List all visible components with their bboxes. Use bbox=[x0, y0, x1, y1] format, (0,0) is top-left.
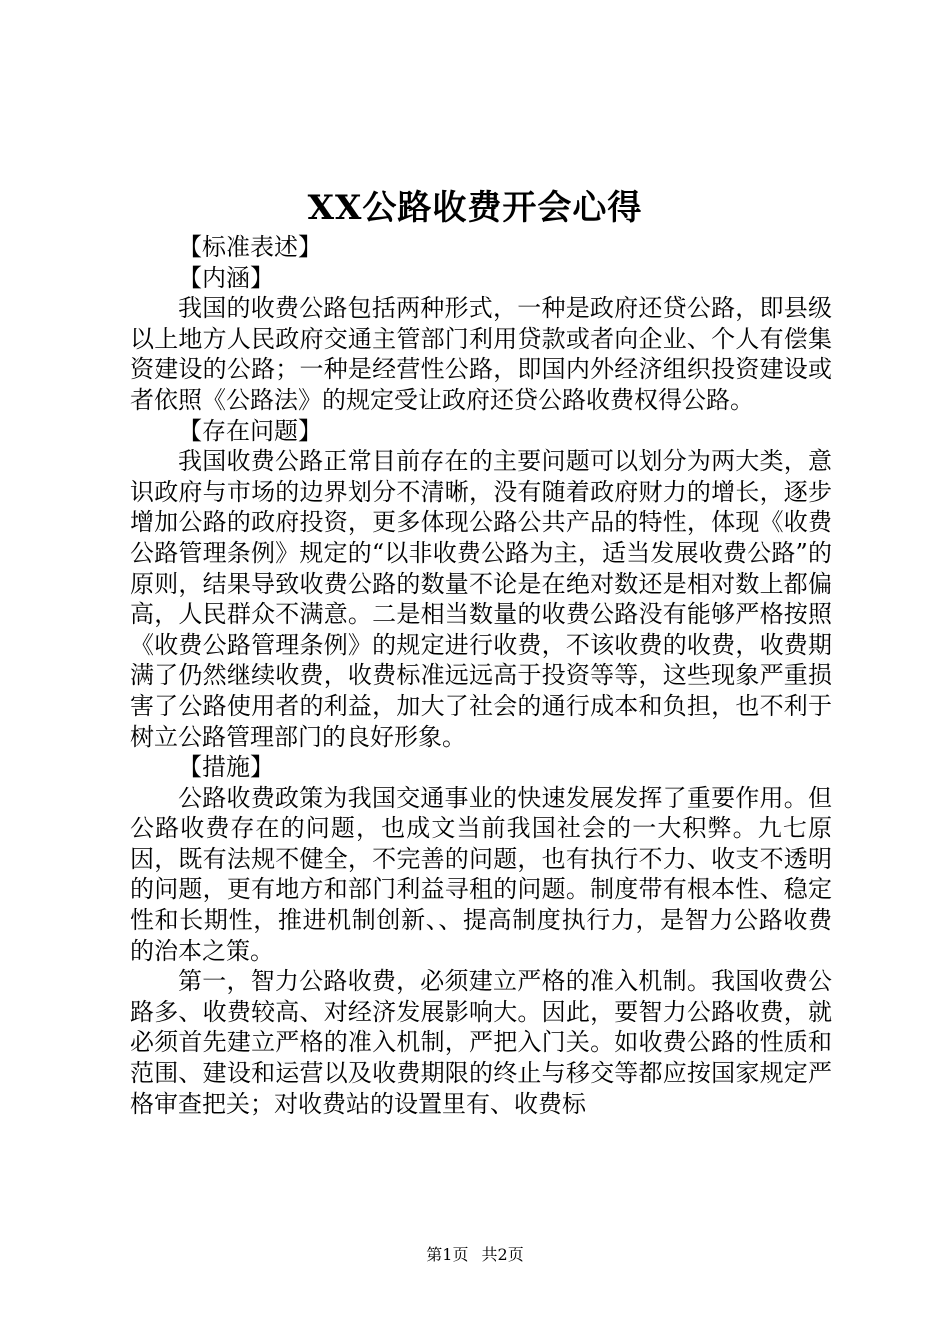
paragraph-problems: 我国收费公路正常目前存在的主要问题可以划分为两大类，意识政府与市场的边界划分不清晰，没有随着政府财力的增长，逐步增加公路的政府投资，更多体现公路公共产品的特性，体现《收费公路管理条例》规定的“以非收费公路为主，适当发展收费公路”的原则，结果导致收费公路的数量不论是在绝对数还是相对数上都偏高，人民群众不满意。二是相当数量的收费公路没有能够严格按照《收费公路管理条例》的规定进行收费，不该收费的收费，收费期满了仍然继续收费，收费标准远远高于投资等等，这些现象严重损害了公路使用者的利益，加大了社会的通行成本和负担，也不利于树立公路管理部门的良好形象。 bbox=[130, 447, 832, 751]
paragraph-first-measure: 第一，智力公路收费，必须建立严格的准入机制。我国收费公路多、收费较高、对经济发展影响大。因此，要智力公路收费，就必须首先建立严格的准入机制，严把入门关。如收费公路的性质和范围、建设和运营以及收费期限的终止与移交等都应按国家规定严格审查把关；对收费站的设置里有、收费标 bbox=[130, 967, 832, 1118]
page-total: 共2页 bbox=[481, 1245, 524, 1264]
page-number: 第1页 bbox=[426, 1245, 469, 1264]
page-footer bbox=[0, 1244, 950, 1266]
document-title: XX公路收费开会心得 bbox=[307, 188, 643, 228]
document-body bbox=[130, 232, 832, 1119]
section-heading-problems: 【存在问题】 bbox=[178, 416, 322, 445]
paragraph-toll-road-forms: 我国的收费公路包括两种形式，一种是政府还贷公路，即县级以上地方人民政府交通主管部门利用贷款或者向企业、个人有偿集资建设的公路；一种是经营性公路，即国内外经济组织投资建设或者依照《公路法》的规定受让政府还贷公路收费权得公路。 bbox=[130, 294, 832, 414]
paragraph-measures: 公路收费政策为我国交通事业的快速发展发挥了重要作用。但公路收费存在的问题，也成文当前我国社会的一大积弊。九七原因，既有法规不健全，不完善的问题，也有执行不力、收支不透明的问题，更有地方和部门利益寻租的问题。制度带有根本性、稳定性和长期性，推进机制创新、、提高制度执行力，是智力公路收费的治本之策。 bbox=[130, 783, 832, 965]
section-heading-connotation: 【内涵】 bbox=[178, 263, 274, 292]
section-heading-standard: 【标准表述】 bbox=[178, 233, 322, 261]
section-heading-measures: 【措施】 bbox=[178, 753, 274, 782]
